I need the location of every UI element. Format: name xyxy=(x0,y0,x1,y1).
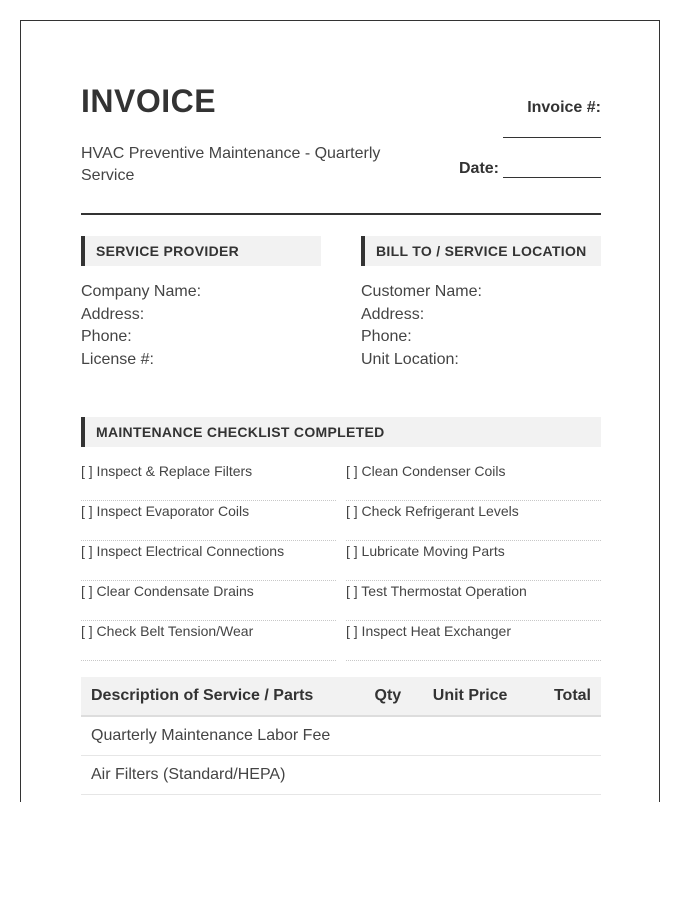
checklist-heading: MAINTENANCE CHECKLIST COMPLETED xyxy=(81,417,601,447)
invoice-title: INVOICE xyxy=(81,83,217,119)
row-description: Quarterly Maintenance Labor Fee xyxy=(81,716,358,756)
checklist-item[interactable]: [ ] Inspect Heat Exchanger xyxy=(346,621,601,661)
row-qty[interactable] xyxy=(358,716,417,756)
checklist-item[interactable]: [ ] Clear Condensate Drains xyxy=(81,581,336,621)
row-qty[interactable] xyxy=(358,756,417,795)
service-provider-info xyxy=(81,281,321,371)
invoice-number-label: Invoice #: xyxy=(527,99,601,116)
table-header-row xyxy=(81,677,601,716)
invoice-page xyxy=(20,20,660,802)
provider-license: License #: xyxy=(81,350,154,368)
table-row xyxy=(81,716,601,756)
row-unit-price[interactable] xyxy=(417,716,523,756)
column-header-qty: Qty xyxy=(358,677,417,716)
invoice-subtitle: HVAC Preventive Maintenance - Quarterly Service xyxy=(81,145,381,184)
unit-location: Unit Location: xyxy=(361,350,459,368)
row-total[interactable] xyxy=(523,716,601,756)
date-label: Date: xyxy=(458,160,499,177)
table-row xyxy=(81,756,601,795)
service-provider-heading: SERVICE PROVIDER xyxy=(81,236,321,266)
checklist-item[interactable]: [ ] Check Belt Tension/Wear xyxy=(81,621,336,661)
customer-name: Customer Name: xyxy=(361,283,482,300)
services-table xyxy=(81,677,601,795)
checklist-item[interactable]: [ ] Clean Condenser Coils xyxy=(346,461,601,501)
bill-to-info xyxy=(361,281,601,371)
date-row xyxy=(441,160,601,178)
checklist-item[interactable]: [ ] Check Refrigerant Levels xyxy=(346,501,601,541)
checklist-item[interactable]: [ ] Inspect Electrical Connections xyxy=(81,541,336,581)
maintenance-checklist xyxy=(81,461,601,661)
bill-to-heading: BILL TO / SERVICE LOCATION xyxy=(361,236,601,266)
column-header-total: Total xyxy=(523,677,601,716)
invoice-number-field[interactable] xyxy=(503,137,601,138)
provider-address: Address: xyxy=(81,305,145,323)
provider-phone: Phone: xyxy=(81,328,132,345)
checklist-item[interactable]: [ ] Test Thermostat Operation xyxy=(346,581,601,621)
customer-address: Address: xyxy=(361,305,425,323)
row-description: Air Filters (Standard/HEPA) xyxy=(81,756,358,795)
header-divider xyxy=(81,213,601,215)
row-total[interactable] xyxy=(523,756,601,795)
column-header-unit-price: Unit Price xyxy=(417,677,523,716)
checklist-item[interactable]: [ ] Lubricate Moving Parts xyxy=(346,541,601,581)
provider-company-name: Company Name: xyxy=(81,283,202,300)
column-header-description: Description of Service / Parts xyxy=(81,677,358,716)
checklist-item[interactable]: [ ] Inspect & Replace Filters xyxy=(81,461,336,501)
row-unit-price[interactable] xyxy=(417,756,523,795)
checklist-item[interactable]: [ ] Inspect Evaporator Coils xyxy=(81,501,336,541)
date-field[interactable] xyxy=(503,161,601,178)
customer-phone: Phone: xyxy=(361,328,412,345)
